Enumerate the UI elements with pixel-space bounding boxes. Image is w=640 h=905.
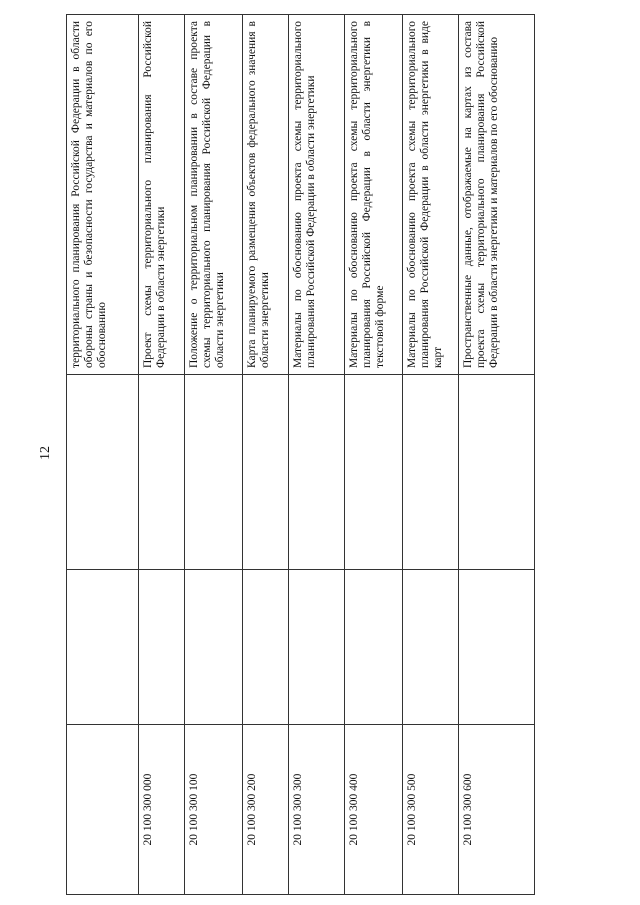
table-row [139,15,185,895]
code-cell: 20 100 300 200 [243,725,289,895]
table-row [289,15,345,895]
code-cell: 20 100 300 300 [289,725,345,895]
table-row [243,15,289,895]
code-cell [67,725,139,895]
blank-cell [185,570,243,725]
description-cell: Проект схемы территориального планирования Российской Федерации в области энергетики [139,15,185,375]
blank-cell [403,375,459,570]
blank-cell [67,375,139,570]
blank-cell [345,570,403,725]
blank-cell [139,570,185,725]
table-row [403,15,459,895]
description-cell: территориального планирования Российской Федерации в области обороны страны и безопасности государства и материалов по его обоснованию [67,15,139,375]
blank-cell [185,375,243,570]
classifier-table [66,14,535,895]
blank-cell [243,570,289,725]
page-number: 12 [38,446,53,460]
blank-cell [289,570,345,725]
blank-cell [289,375,345,570]
table-row [345,15,403,895]
description-cell: Материалы по обоснованию проекта схемы территориального планирования Российской Федерации в области энергетики в виде карт [403,15,459,375]
code-cell: 20 100 300 600 [459,725,535,895]
description-cell: Карта планируемого размещения объектов федерального значения в области энергетики [243,15,289,375]
blank-cell [67,570,139,725]
description-cell: Положение о территориальном планировании в составе проекта схемы территориального планирования Российской Федерации в области энергетики [185,15,243,375]
description-cell: Материалы по обоснованию проекта схемы территориального планирования Российской Федерации в области энергетики [289,15,345,375]
blank-cell [139,375,185,570]
blank-cell [243,375,289,570]
blank-cell [345,375,403,570]
table-row [67,15,139,895]
code-cell: 20 100 300 500 [403,725,459,895]
code-cell: 20 100 300 000 [139,725,185,895]
blank-cell [459,375,535,570]
table-row [459,15,535,895]
code-cell: 20 100 300 100 [185,725,243,895]
code-cell: 20 100 300 400 [345,725,403,895]
description-cell: Пространственные данные, отображаемые на картах из состава проекта схемы территориального планирования Российской Федерации в области энергетики и материалов по его обоснованию [459,15,535,375]
blank-cell [459,570,535,725]
table-row [185,15,243,895]
description-cell: Материалы по обоснованию проекта схемы территориального планирования Российской Федерации в области энергетики в текстовой форме [345,15,403,375]
blank-cell [403,570,459,725]
